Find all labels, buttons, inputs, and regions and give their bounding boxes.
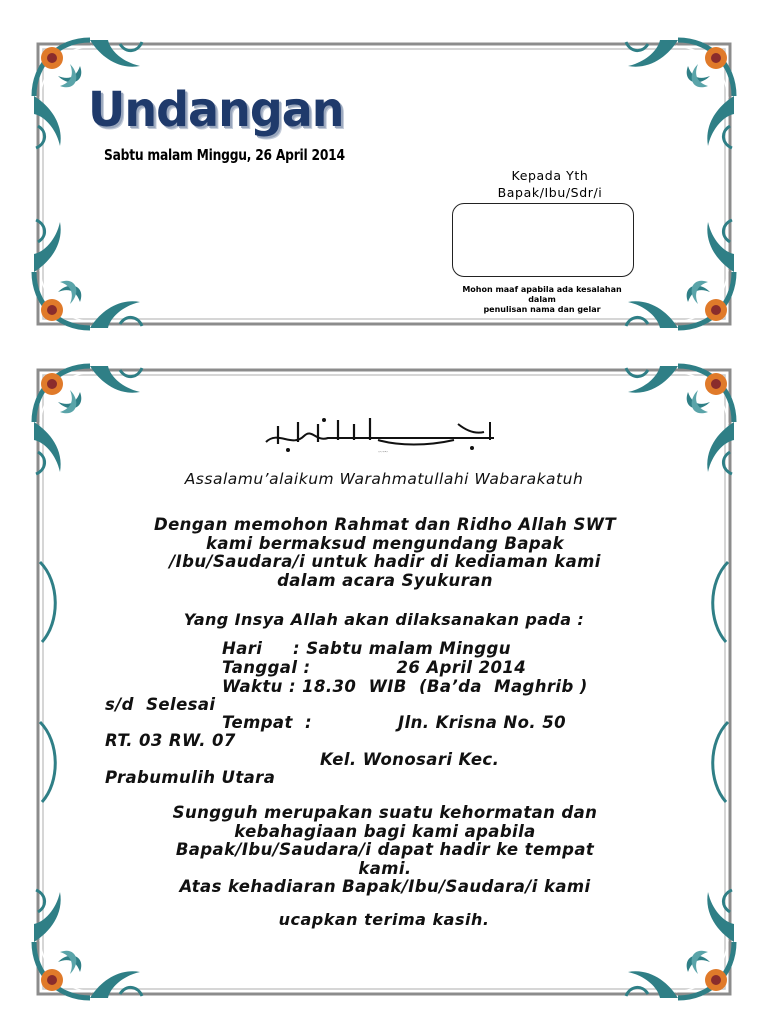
ornamental-corner-icon xyxy=(626,366,734,474)
invitation-title: Undangan xyxy=(88,80,344,138)
detail-place-kel: Kel. Wonosari Kec. xyxy=(320,750,500,769)
ornamental-corner-icon xyxy=(626,220,734,328)
apology-note xyxy=(450,285,634,315)
detail-place: Tempat : Jln. Krisna No. 50 xyxy=(222,713,566,732)
detail-time: Waktu : 18.30 WIB (Ba’da Maghrib ) xyxy=(222,677,588,696)
closing-line: Atas kehadiaran Bapak/Ibu/Saudara/i kami xyxy=(179,877,591,896)
intro-line: /Ibu/Saudara/i untuk hadir di kediaman kami xyxy=(169,552,601,571)
intro-line: kami bermaksud mengundang Bapak xyxy=(206,533,564,553)
apology-line-1: Mohon maaf apabila ada kesalahan dalam xyxy=(462,285,622,304)
intro-line: Dengan memohon Rahmat dan Ridho Allah SWT xyxy=(154,515,616,534)
closing-line: Bapak/Ibu/Saudara/i dapat hadir ke tempat xyxy=(175,840,595,859)
greeting: Assalamu’alaikum Warahmatullahi Wabarakatuh xyxy=(184,470,584,488)
detail-time-end: s/d Selesai xyxy=(105,695,216,714)
recipient-line-1: Kepada Yth xyxy=(511,168,589,183)
detail-day: Hari : Sabtu malam Minggu xyxy=(222,639,511,658)
detail-date: Tanggal : 26 April 2014 xyxy=(222,658,527,677)
closing-line: kami. xyxy=(358,858,412,878)
ornamental-corner-icon xyxy=(626,40,734,148)
thanks-line: ucapkan terima kasih. xyxy=(278,910,490,929)
basmala-calligraphy-icon xyxy=(258,412,508,456)
closing-line: Sungguh merupakan suatu kehormatan dan xyxy=(172,803,598,822)
announcement: Yang Insya Allah akan dilaksanakan pada : xyxy=(183,610,585,629)
intro-paragraph xyxy=(90,516,680,590)
intro-line: dalam acara Syukuran xyxy=(277,570,493,590)
envelope-card xyxy=(30,36,738,332)
basmala-text: بِسْمِ اللّٰهِ الرَّحْمٰنِ الرَّحِيْمِ xyxy=(377,452,389,453)
recipient-line-2: Bapak/Ibu/Sdr/i xyxy=(497,185,603,200)
recipient-name-box xyxy=(452,203,634,277)
ornamental-corner-icon xyxy=(34,220,142,328)
ornamental-corner-icon xyxy=(34,890,142,998)
ornamental-corner-icon xyxy=(626,890,734,998)
detail-place-district: Prabumulih Utara xyxy=(105,768,276,787)
closing-line: kebahagiaan bagi kami apabila xyxy=(234,821,536,841)
detail-place-rt: RT. 03 RW. 07 xyxy=(105,731,236,750)
apology-line-2: penulisan nama dan gelar xyxy=(483,305,601,314)
closing-paragraph xyxy=(90,804,680,897)
letter-card xyxy=(30,362,738,1002)
recipient-label xyxy=(450,167,650,201)
ornamental-corner-icon xyxy=(34,366,142,474)
event-date-line: Sabtu malam Minggu, 26 April 2014 xyxy=(104,146,345,164)
